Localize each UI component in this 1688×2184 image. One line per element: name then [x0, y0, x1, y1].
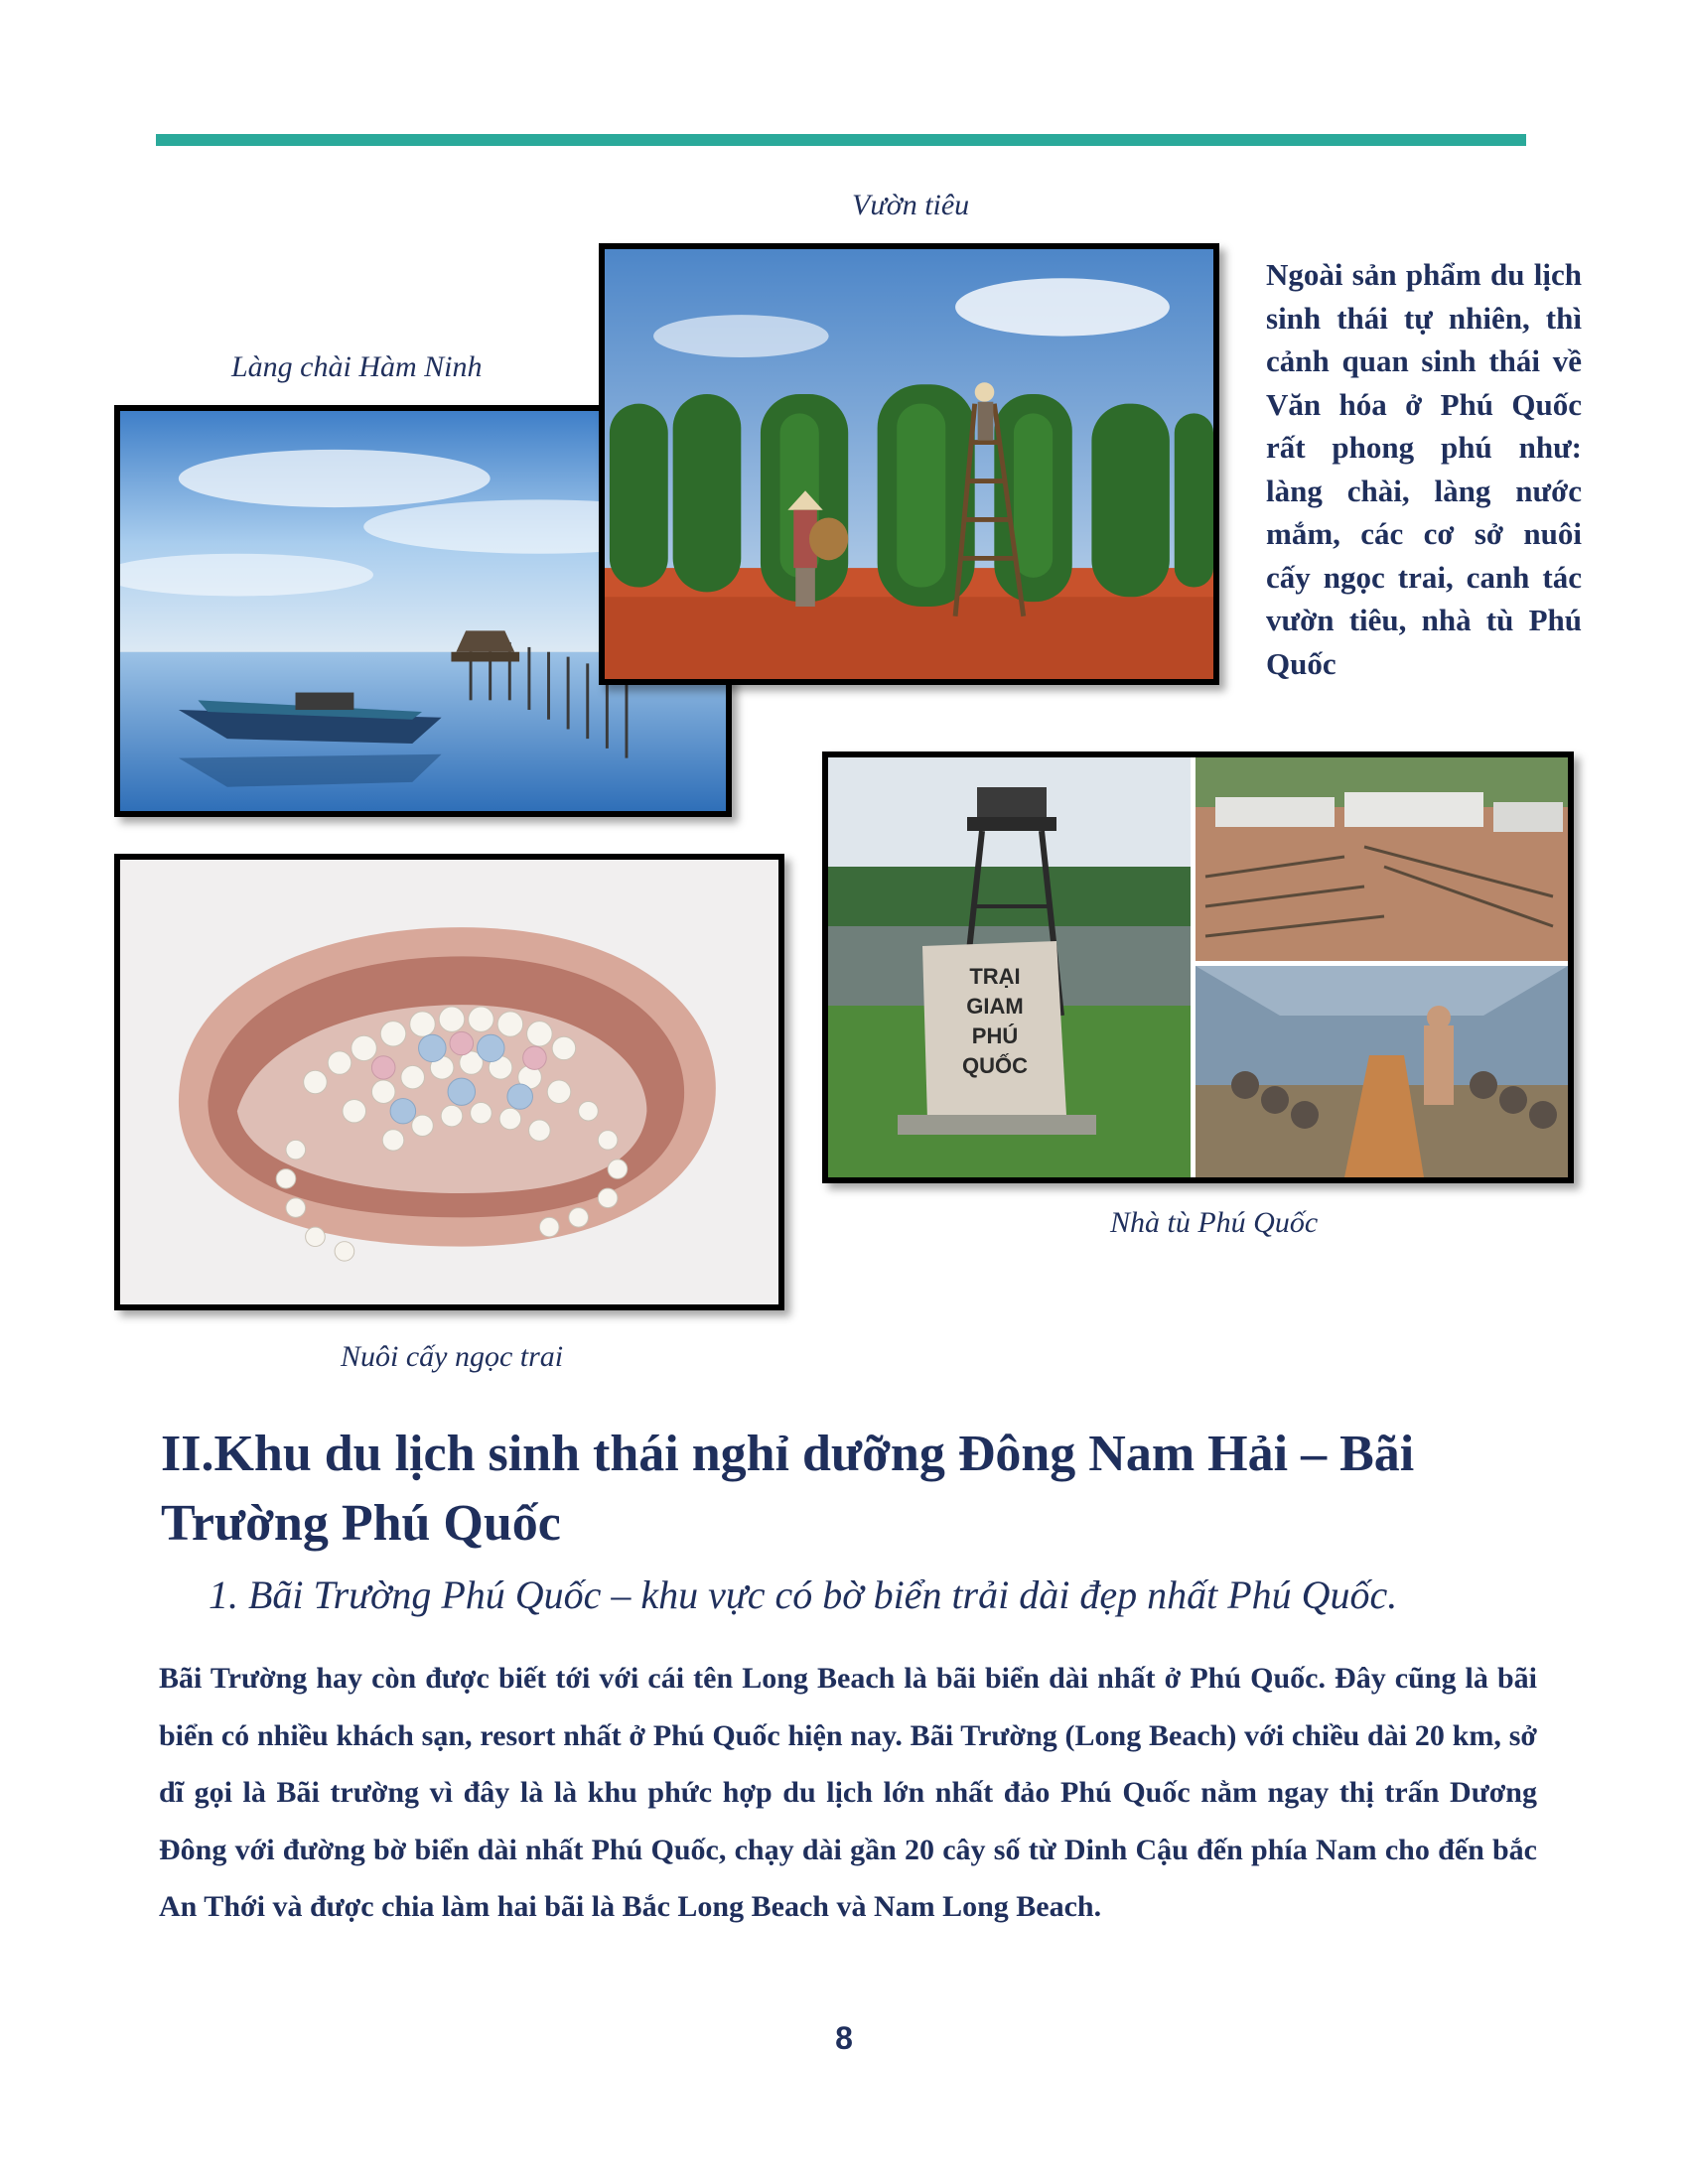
section-heading: II.Khu du lịch sinh thái nghỉ dưỡng Đông Nam Hải – Bãi Trường Phú Quốc [161, 1426, 1415, 1552]
prison-photo-collage [822, 751, 1574, 1183]
pearl-farming-photo [114, 854, 784, 1310]
prison-sign-line-1: TRẠI [969, 964, 1021, 989]
caption-pearl-farming: Nuôi cấy ngọc trai [341, 1340, 564, 1373]
section-subheading: 1. Bãi Trường Phú Quốc – khu vực có bờ biển trải dài đẹp nhất Phú Quốc. [209, 1572, 1398, 1617]
caption-prison: Nhà tù Phú Quốc [1110, 1206, 1319, 1239]
pepper-garden-photo [599, 243, 1219, 685]
intro-paragraph: Ngoài sản phẩm du lịch sinh thái tự nhiên, thì cảnh quan sinh thái về Văn hóa ở Phú Quốc rất phong phú như: làng chài, làng nước mắm, các cơ sở nuôi cấy ngọc trai, canh tác vườn tiêu, nhà tù Phú Quốc [1266, 257, 1582, 681]
prison-sign-line-3: PHÚ [971, 1024, 1019, 1048]
prison-sign-line-4: QUỐC [962, 1053, 1028, 1078]
caption-fishing-village: Làng chài Hàm Ninh [231, 350, 483, 383]
prison-sign-line-2: GIAM [966, 994, 1024, 1019]
top-divider [156, 134, 1526, 146]
caption-pepper-garden: Vườn tiêu [852, 189, 970, 221]
page-number: 8 [835, 2020, 853, 2056]
section-body-paragraph: Bãi Trường hay còn được biết tới với cái tên Long Beach là bãi biển dài nhất ở Phú Quốc. Đây cũng là bãi biển có nhiều khách sạn, resort nhất ở Phú Quốc hiện nay. Bãi Trường (Long Beach) với chiều dài 20 km, sở dĩ gọi là Bãi trường vì đây là là khu phức hợp du lịch lớn nhất đảo Phú Quốc nằm ngay thị trấn Dương Đông với đường bờ biển dài nhất Phú Quốc, chạy dài gần 20 cây số từ Dinh Cậu đến phía Nam cho đến bắc An Thới và được chia làm hai bãi là Bắc Long Beach và Nam Long Beach. [159, 1662, 1537, 1923]
